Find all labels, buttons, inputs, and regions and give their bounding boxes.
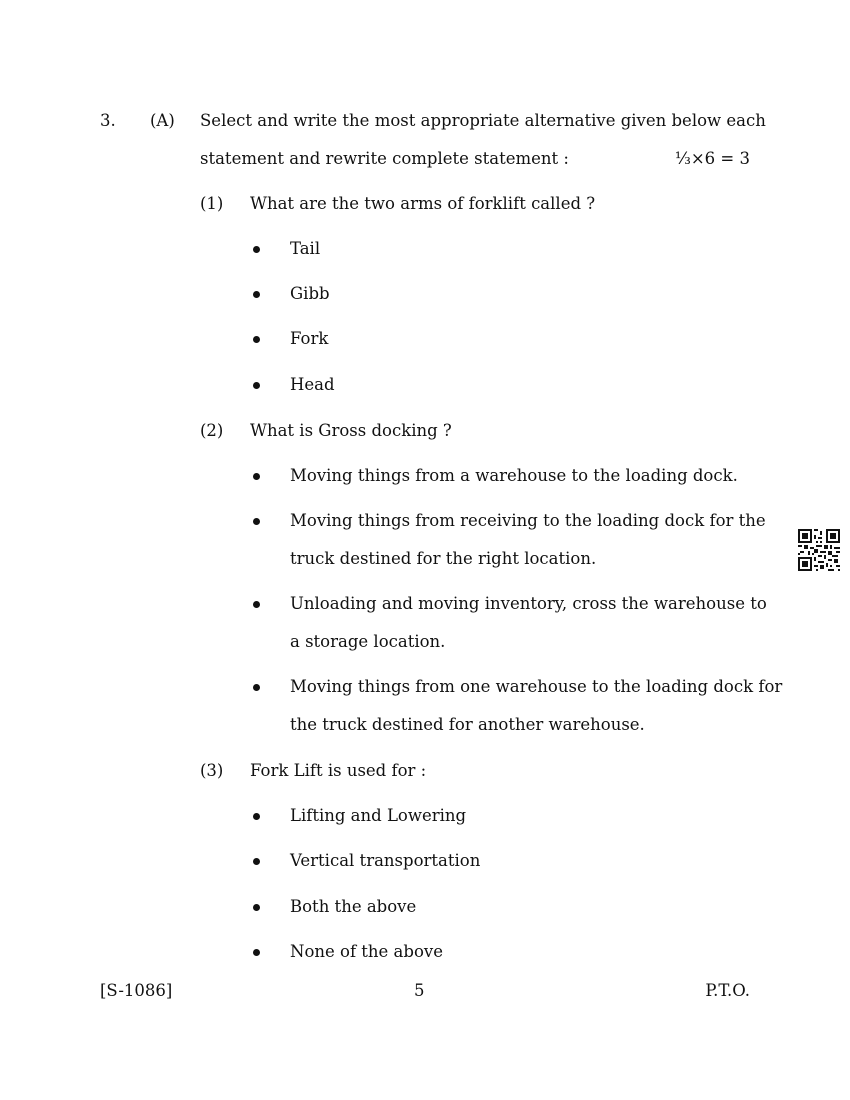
subquestion-2-option-4-line1: Moving things from one warehouse to the loading dock for <box>290 677 783 696</box>
bullet-icon <box>253 382 260 389</box>
footer-page-number: 5 <box>414 981 425 1000</box>
subquestion-2-option-2-line2: truck destined for the right location. <box>290 549 597 568</box>
bullet-icon <box>253 858 260 865</box>
subquestion-3-option-1: Lifting and Lowering <box>290 806 467 825</box>
bullet-icon <box>253 518 260 525</box>
subquestion-1-option-3: Fork <box>290 329 329 348</box>
subquestion-2-option-3-line1: Unloading and moving inventory, cross the warehouse to <box>290 594 767 613</box>
subquestion-2-option-1: Moving things from a warehouse to the loading dock. <box>290 466 738 485</box>
bullet-icon <box>253 473 260 480</box>
subquestion-1-option-1: Tail <box>290 239 321 258</box>
subquestion-1-option-2: Gibb <box>290 284 330 303</box>
bullet-icon <box>253 246 260 253</box>
question-instruction-line2: statement and rewrite complete statement : <box>200 149 569 168</box>
subquestion-2-option-2-line1: Moving things from receiving to the loading dock for the <box>290 511 766 530</box>
question-marks: ⅓×6 = 3 <box>674 149 750 168</box>
subquestion-2-text: What is Gross docking ? <box>250 421 452 440</box>
bullet-icon <box>253 904 260 911</box>
bullet-icon <box>253 336 260 343</box>
qr-code-icon <box>798 529 840 571</box>
subquestion-3-number: (3) <box>200 761 224 780</box>
subquestion-1-number: (1) <box>200 194 224 213</box>
subquestion-2-option-4-line2: the truck destined for another warehouse. <box>290 715 645 734</box>
subquestion-1-option-4: Head <box>290 375 335 394</box>
footer-pto: P.T.O. <box>705 981 750 1000</box>
bullet-icon <box>253 601 260 608</box>
subquestion-3-text: Fork Lift is used for : <box>250 761 427 780</box>
bullet-icon <box>253 291 260 298</box>
subquestion-3-option-2: Vertical transportation <box>290 851 481 870</box>
subquestion-1-text: What are the two arms of forklift called ? <box>250 194 596 213</box>
subquestion-3-option-4: None of the above <box>290 942 443 961</box>
bullet-icon <box>253 684 260 691</box>
question-part-label: (A) <box>150 111 175 130</box>
question-instruction-line1: Select and write the most appropriate alternative given below each <box>200 111 766 130</box>
bullet-icon <box>253 949 260 956</box>
question-number: 3. <box>100 111 116 130</box>
subquestion-2-option-3-line2: a storage location. <box>290 632 446 651</box>
subquestion-3-option-3: Both the above <box>290 897 417 916</box>
footer-paper-code: [S-1086] <box>100 981 173 1000</box>
subquestion-2-number: (2) <box>200 421 224 440</box>
bullet-icon <box>253 813 260 820</box>
